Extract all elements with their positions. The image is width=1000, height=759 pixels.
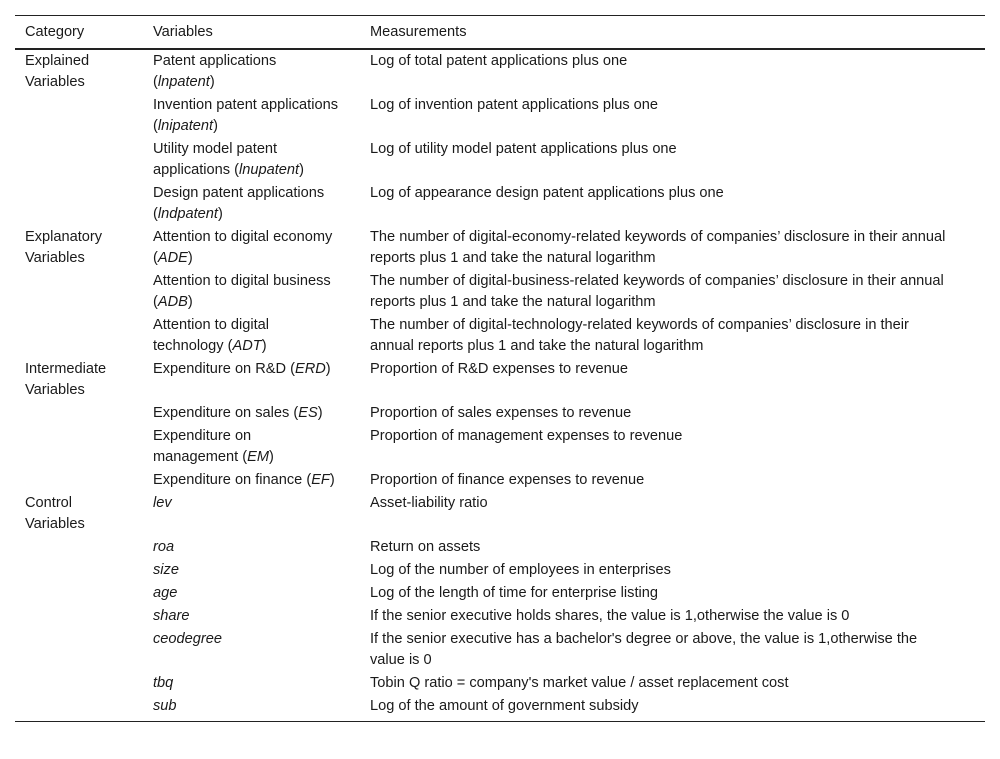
variable-text: Attention to digital technology (: [153, 317, 270, 354]
variable-close: ): [213, 118, 218, 134]
table-header: [15, 16, 985, 50]
variable-cell: [143, 559, 360, 582]
variable-close: ): [261, 338, 267, 354]
variable-cell: [143, 314, 360, 358]
measurement-cell: Log of invention patent applications plus one: [370, 97, 659, 113]
measurement-cell: The number of digital-business-related keywords of companies’ disclosure in their annual reports plus 1 and take the natural logarithm: [370, 273, 944, 310]
variable-cell: [143, 226, 360, 270]
table-row: [15, 182, 985, 226]
header-measurements: Measurements: [370, 24, 467, 40]
variable-cell: [143, 628, 360, 672]
variable-close: ): [187, 294, 193, 310]
variable-close: ): [329, 472, 335, 488]
variable-close: ): [299, 162, 304, 178]
category-cell: Intermediate Variables: [25, 361, 107, 398]
variable-close: ): [209, 74, 215, 90]
variable-text: Attention to digital business (: [153, 273, 331, 310]
table-row: [15, 270, 985, 314]
variable-cell: [143, 358, 360, 402]
table-row: [15, 402, 985, 425]
header-variables: Variables: [153, 24, 213, 40]
measurement-cell: Proportion of finance expenses to revenue: [370, 472, 645, 488]
measurement-cell: Log of the number of employees in enterprises: [370, 562, 671, 578]
measurement-cell: Return on assets: [370, 539, 481, 555]
variable-close: ): [187, 250, 193, 266]
category-cell: [15, 672, 143, 695]
variable-abbreviation: age: [153, 585, 178, 601]
category-cell: [15, 182, 143, 226]
variable-text: Patent applications (: [153, 53, 277, 90]
category-cell: [15, 536, 143, 559]
variable-text: Design patent applications (: [153, 185, 325, 222]
header-row: [15, 16, 985, 50]
variable-cell: [143, 469, 360, 492]
variable-close: ): [217, 206, 223, 222]
measurement-cell: Log of total patent applications plus one: [370, 53, 628, 69]
variable-cell: [143, 49, 360, 94]
variable-cell: [143, 270, 360, 314]
measurement-cell: Asset-liability ratio: [370, 495, 488, 511]
measurement-cell: Log of appearance design patent applications plus one: [370, 185, 724, 201]
category-cell: [15, 582, 143, 605]
variable-cell: [143, 672, 360, 695]
variable-cell: [143, 182, 360, 226]
measurement-cell: Proportion of sales expenses to revenue: [370, 405, 632, 421]
table-row: [15, 672, 985, 695]
table-row: [15, 469, 985, 492]
variables-table-container: [15, 15, 985, 722]
variable-abbreviation: EF: [311, 472, 330, 488]
variable-abbreviation: size: [153, 562, 179, 578]
category-cell: [15, 314, 143, 358]
variable-abbreviation: ADB: [157, 294, 188, 310]
measurement-cell: Proportion of R&D expenses to revenue: [370, 361, 628, 377]
variable-abbreviation: ADE: [157, 250, 188, 266]
variable-cell: [143, 536, 360, 559]
variable-close: ): [325, 361, 331, 377]
table-row: [15, 582, 985, 605]
category-cell: [15, 695, 143, 722]
table-row: [15, 138, 985, 182]
category-cell: [15, 559, 143, 582]
table-row: [15, 628, 985, 672]
category-cell: [15, 628, 143, 672]
table-row: [15, 226, 985, 270]
category-cell: [15, 270, 143, 314]
measurement-cell: Log of the amount of government subsidy: [370, 698, 639, 714]
category-cell: [15, 605, 143, 628]
variable-text: Expenditure on R&D (: [153, 361, 295, 377]
table-row: [15, 314, 985, 358]
variable-cell: [143, 94, 360, 138]
measurement-cell: Proportion of management expenses to revenue: [370, 428, 683, 444]
variable-close: ): [269, 449, 274, 465]
variable-abbreviation: lndpatent: [157, 206, 218, 222]
variable-abbreviation: lnipatent: [157, 118, 214, 134]
variable-text: Expenditure on sales (: [153, 405, 299, 421]
variable-abbreviation: ceodegree: [153, 631, 222, 647]
measurement-cell: Tobin Q ratio = company's market value / asset replacement cost: [370, 675, 789, 691]
table-row: [15, 559, 985, 582]
variable-abbreviation: tbq: [153, 675, 174, 691]
variable-abbreviation: lnpatent: [157, 74, 210, 90]
variable-abbreviation: lev: [153, 495, 172, 511]
variable-cell: [143, 138, 360, 182]
measurement-cell: If the senior executive has a bachelor's degree or above, the value is 1,otherwise the value is 0: [370, 631, 918, 668]
variable-cell: [143, 492, 360, 536]
table-row: [15, 695, 985, 722]
variable-cell: [143, 695, 360, 722]
variable-text: Invention patent applications (: [153, 97, 338, 134]
variable-cell: [143, 402, 360, 425]
measurement-cell: The number of digital-economy-related keywords of companies’ disclosure in their annual reports plus 1 and take the natural logarithm: [370, 229, 946, 266]
table-row: [15, 49, 985, 94]
category-cell: Explanatory Variables: [25, 229, 103, 266]
category-cell: [15, 402, 143, 425]
category-cell: Control Variables: [25, 495, 85, 532]
table-row: [15, 358, 985, 402]
variable-abbreviation: roa: [153, 539, 175, 555]
variable-text: Utility model patent applications (: [153, 141, 278, 178]
table-row: [15, 492, 985, 536]
table-row: [15, 425, 985, 469]
variable-cell: [143, 425, 360, 469]
variable-cell: [143, 605, 360, 628]
variable-cell: [143, 582, 360, 605]
table-body: [15, 49, 985, 722]
measurement-cell: If the senior executive holds shares, the value is 1,otherwise the value is 0: [370, 608, 850, 624]
table-row: [15, 94, 985, 138]
variable-text: Expenditure on finance (: [153, 472, 312, 488]
variable-abbreviation: ES: [298, 405, 318, 421]
measurement-cell: Log of utility model patent applications plus one: [370, 141, 677, 157]
variable-abbreviation: ERD: [294, 361, 326, 377]
table-row: [15, 605, 985, 628]
variable-abbreviation: EM: [247, 449, 269, 465]
category-cell: [15, 138, 143, 182]
category-cell: [15, 94, 143, 138]
variable-abbreviation: share: [153, 608, 190, 624]
measurement-cell: Log of the length of time for enterprise listing: [370, 585, 658, 601]
variable-text: Expenditure on management (: [153, 428, 252, 465]
variable-text: Attention to digital economy (: [153, 229, 333, 266]
variable-abbreviation: lnupatent: [239, 162, 300, 178]
measurement-cell: The number of digital-technology-related keywords of companies’ disclosure in their annual reports plus 1 and take the natural logarithm: [370, 317, 909, 354]
table-row: [15, 536, 985, 559]
header-category: Category: [25, 24, 85, 40]
variable-close: ): [317, 405, 323, 421]
variables-table: [15, 15, 985, 722]
variable-abbreviation: ADT: [232, 338, 262, 354]
category-cell: Explained Variables: [25, 53, 90, 90]
variable-abbreviation: sub: [153, 698, 177, 714]
category-cell: [15, 469, 143, 492]
category-cell: [15, 425, 143, 469]
